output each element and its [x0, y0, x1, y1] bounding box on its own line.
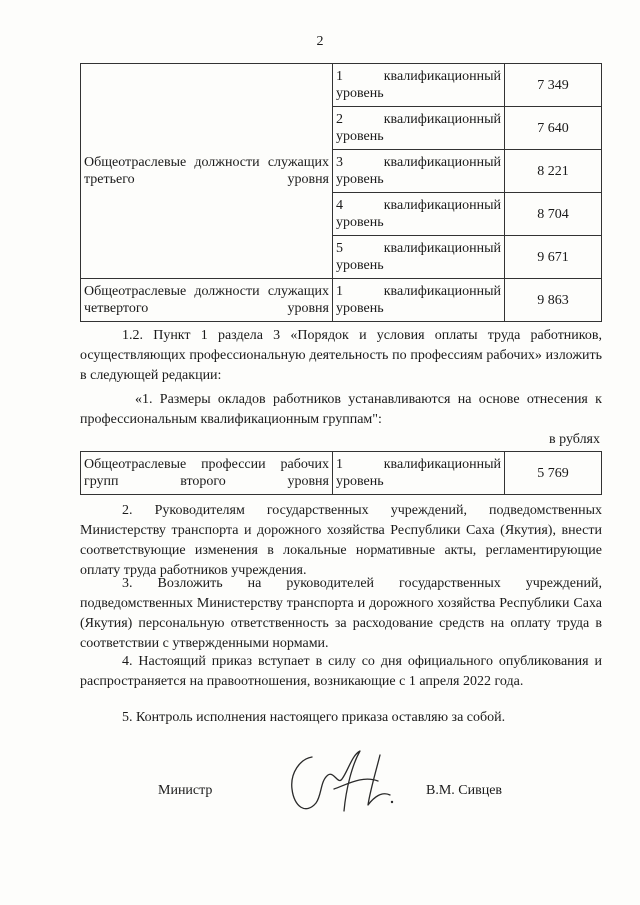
level-word: квалификационный: [383, 69, 501, 84]
level-line2: уровень: [336, 258, 384, 273]
level-num: 3: [336, 155, 343, 170]
level-word: квалификационный: [383, 198, 501, 213]
group-fourth-level: Общеотраслевые должности служащих четвертого уровня: [84, 284, 329, 316]
level-num: 1: [336, 69, 343, 84]
level-word: квалификационный: [383, 284, 501, 299]
paragraph-1-2: 1.2. Пункт 1 раздела 3 «Порядок и условия оплаты труда работников, осуществляющих профессиональную деятельность по профессиям рабочих» изложить в следующей редакции:: [80, 328, 602, 383]
level-word: квалификационный: [383, 457, 501, 472]
level-cell: [333, 107, 505, 150]
level-line2: уровень: [336, 172, 384, 187]
paragraph-quote: «1. Размеры окладов работников устанавливаются на основе отнесения к профессиональным квалификационным группам":: [80, 392, 602, 427]
level-cell: [333, 452, 505, 495]
level-num: 4: [336, 198, 343, 213]
handwritten-signature: [282, 745, 402, 825]
level-num: 5: [336, 241, 343, 256]
paragraph-2: 2. Руководителям государственных учреждений, подведомственных Министерству транспорта и дорожного хозяйства Республики Саха (Якутия), внести соответствующие изменения в локальные нормативные акты, регламентирующие оплату труда работников учреждения.: [80, 503, 602, 578]
signer-name: В.М. Сивцев: [426, 783, 503, 798]
salary-value: 8 704: [505, 193, 602, 236]
level-line2: уровень: [336, 301, 384, 316]
level-word: квалификационный: [383, 112, 501, 127]
salary-table-workers: [80, 451, 602, 495]
salary-value: 8 221: [505, 150, 602, 193]
level-cell: [333, 193, 505, 236]
signature-block: [0, 745, 640, 835]
salary-value: 9 671: [505, 236, 602, 279]
paragraph-5: 5. Контроль исполнения настоящего приказа оставляю за собой.: [122, 710, 506, 725]
group-third-level-cell: [81, 64, 333, 279]
paragraph-3: 3. Возложить на руководителей государственных учреждений, подведомственных Министерству транспорта и дорожного хозяйства Республики Саха (Якутия) персональную ответственность за расходование средств на оплату труда в соответствии с утвержденными нормами.: [80, 576, 602, 651]
level-cell: [333, 150, 505, 193]
paragraph-4: 4. Настоящий приказ вступает в силу со дня официального опубликования и распространяется на правоотношения, возникающие с 1 апреля 2022 года.: [80, 654, 602, 689]
group-fourth-level-cell: [81, 279, 333, 322]
level-cell: [333, 279, 505, 322]
salary-value: 7 640: [505, 107, 602, 150]
currency-note: в рублях: [549, 432, 600, 447]
salary-value: 5 769: [505, 452, 602, 495]
level-num: 2: [336, 112, 343, 127]
salary-table-employees: [80, 63, 602, 322]
group-third-level: Общеотраслевые должности служащих третьего уровня: [84, 155, 329, 187]
group-workers: Общеотраслевые профессии рабочих групп второго уровня: [84, 457, 329, 489]
level-line2: уровень: [336, 129, 384, 144]
level-num: 1: [336, 284, 343, 299]
level-line2: уровень: [336, 474, 384, 489]
signer-title: Министр: [158, 783, 213, 798]
level-cell: [333, 236, 505, 279]
level-word: квалификационный: [383, 155, 501, 170]
level-word: квалификационный: [383, 241, 501, 256]
level-cell: [333, 64, 505, 107]
salary-value: 7 349: [505, 64, 602, 107]
level-line2: уровень: [336, 86, 384, 101]
level-num: 1: [336, 457, 343, 472]
level-line2: уровень: [336, 215, 384, 230]
page-number: 2: [316, 34, 324, 49]
salary-value: 9 863: [505, 279, 602, 322]
group-workers-cell: [81, 452, 333, 495]
